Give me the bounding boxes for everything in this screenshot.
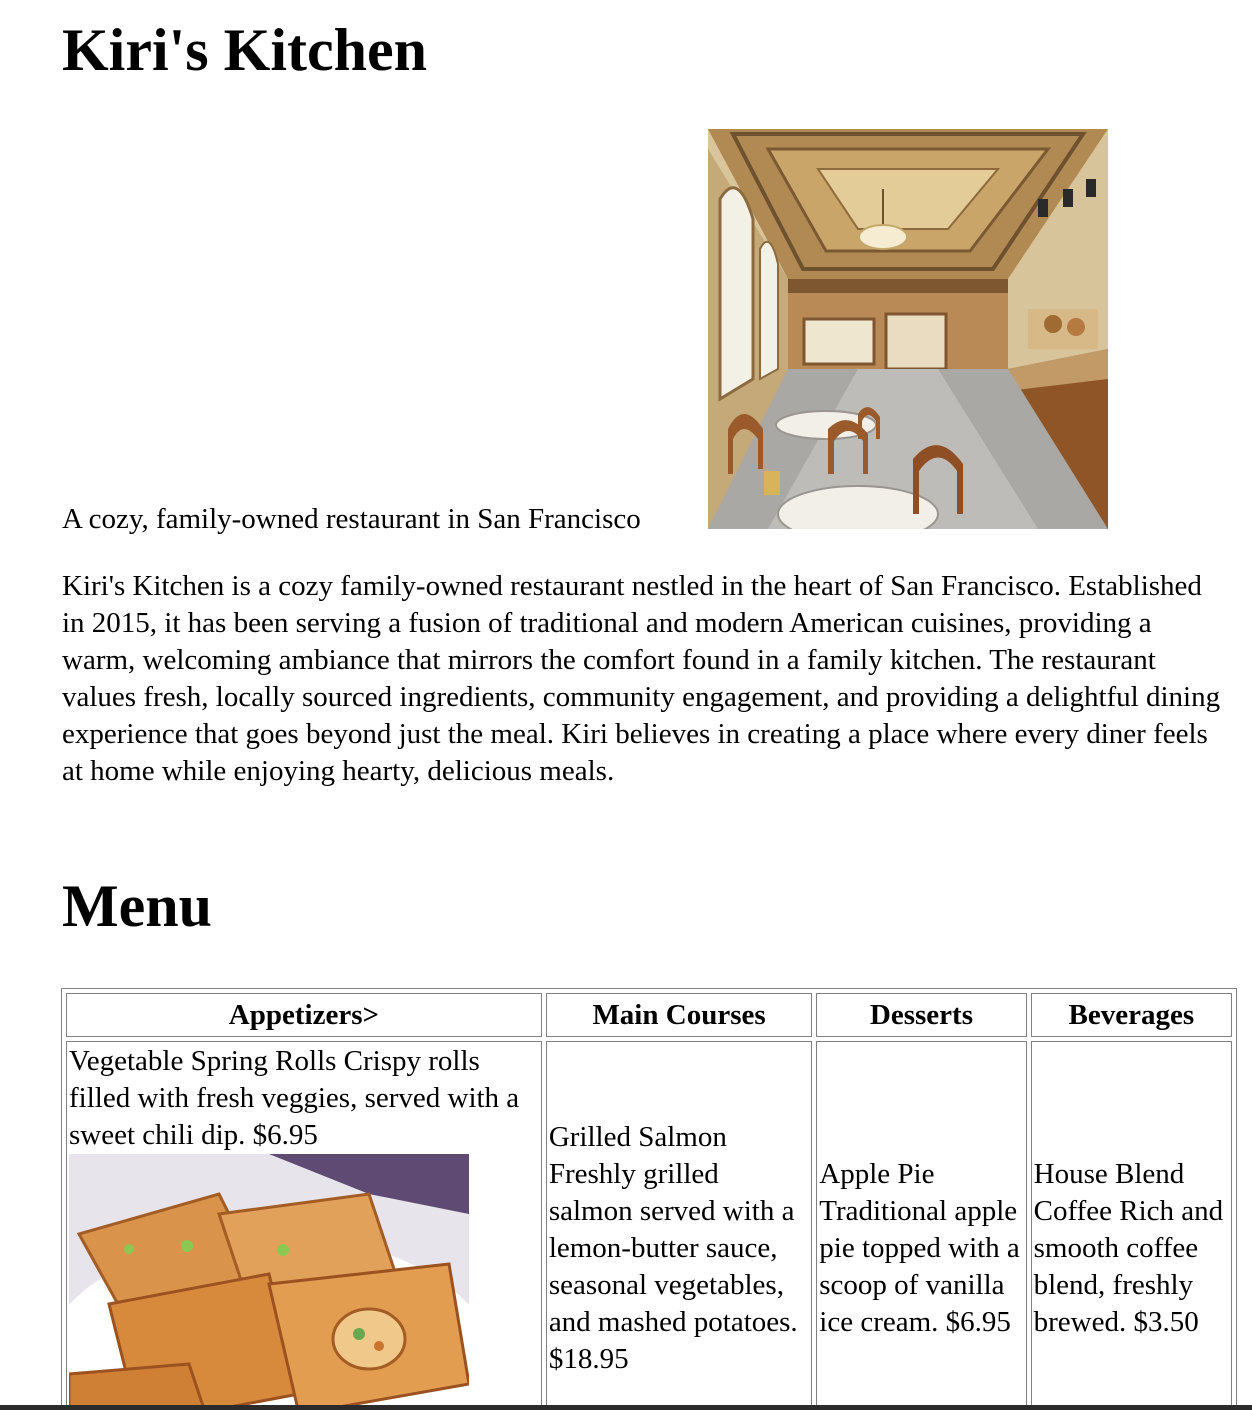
beverage-cell: House Blend Coffee Rich and smooth coffee blend, freshly brewed. $3.50 <box>1031 1041 1232 1410</box>
tagline: A cozy, family-owned restaurant in San Francisco <box>62 503 641 535</box>
spring-rolls-photo <box>69 1154 469 1410</box>
main-course-cell: Grilled Salmon Freshly grilled salmon served with a lemon-butter sauce, seasonal vegetables, and mashed potatoes. $18.95 <box>546 1041 812 1410</box>
about-paragraph: Kiri's Kitchen is a cozy family-owned restaurant nestled in the heart of San Francisco. Established in 2015, it has been serving a fusion of traditional and modern American cuisines, providing a warm, welcoming ambiance that mirrors the comfort found in a family kitchen. The restaurant values fresh, locally sourced ingredients, community engagement, and providing a delightful dining experience that goes beyond just the meal. Kiri believes in creating a place where every diner feels at home while enjoying hearty, delicious meals. <box>62 570 1221 787</box>
restaurant-interior-photo <box>708 129 1108 529</box>
dessert-cell: Apple Pie Traditional apple pie topped with a scoop of vanilla ice cream. $6.95 <box>816 1041 1026 1410</box>
restaurant-interior-illustration <box>708 129 1108 529</box>
window-bottom-edge <box>0 1405 1252 1410</box>
site-title: Kiri's Kitchen <box>62 17 427 83</box>
menu-column-header: Appetizers> <box>66 993 542 1037</box>
menu-column-header: Desserts <box>816 993 1026 1037</box>
appetizer-cell <box>66 1041 542 1410</box>
menu-heading: Menu <box>62 873 212 939</box>
spring-rolls-illustration <box>69 1154 469 1410</box>
appetizer-item-text: Vegetable Spring Rolls Crispy rolls filled with fresh veggies, served with a sweet chili dip. $6.95 <box>69 1045 520 1151</box>
menu-row <box>66 1041 1232 1410</box>
menu-column-header: Main Courses <box>546 993 812 1037</box>
menu-header-row <box>66 993 1232 1037</box>
menu-table <box>61 988 1237 1410</box>
menu-column-header: Beverages <box>1031 993 1232 1037</box>
